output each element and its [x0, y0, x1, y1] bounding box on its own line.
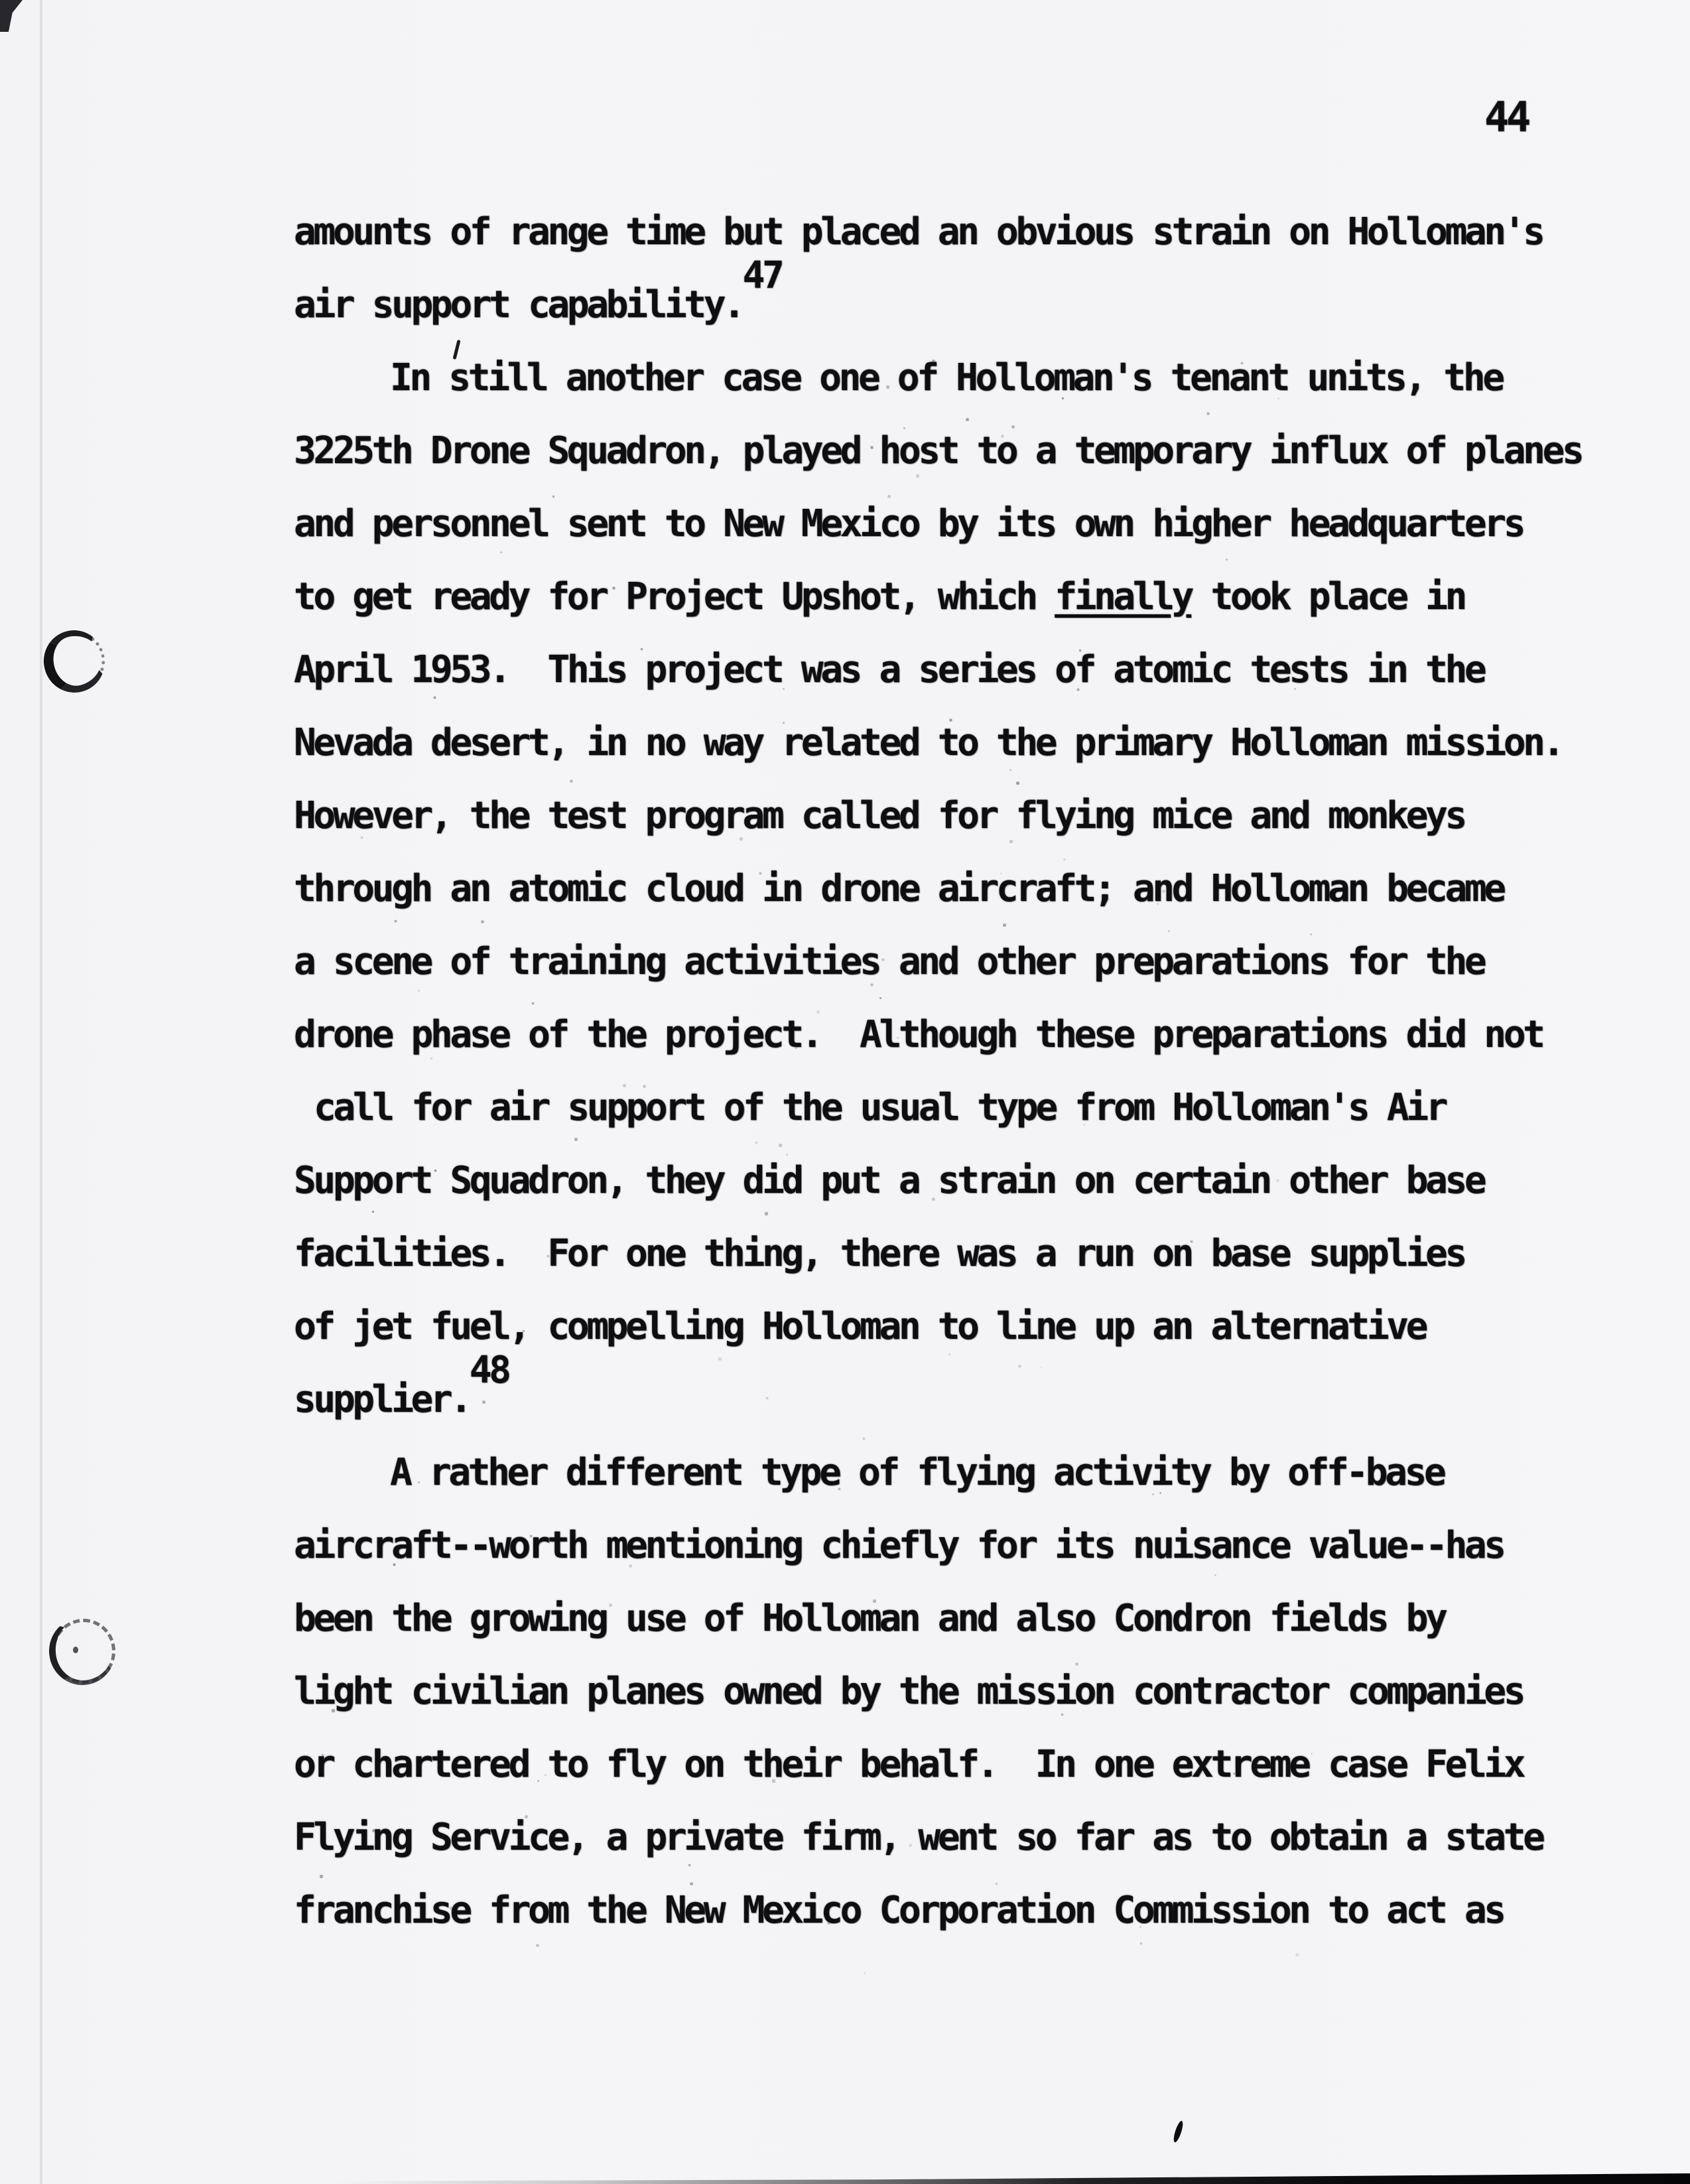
text-segment: and personnel sent to New Mexico by its own higher headquarters [294, 502, 1524, 545]
text-segment: aircraft--worth mentioning chiefly for its nuisance value--has [294, 1524, 1504, 1567]
text-segment: amounts of range time but placed an obvious strain on Holloman's [294, 210, 1543, 253]
text-line [294, 1306, 1425, 1348]
text-line [294, 1671, 1523, 1713]
text-segment: took place in [1191, 575, 1464, 618]
text-line [294, 1349, 509, 1421]
text-line [294, 1598, 1445, 1640]
bottom-scan-edge [332, 2173, 1690, 2184]
text-line [294, 722, 1562, 764]
text-line [390, 1452, 1443, 1494]
toner-noise-speckles [0, 0, 1, 1]
text-line [314, 1087, 1445, 1129]
text-line [294, 1816, 1543, 1859]
text-line [294, 254, 782, 326]
footnote-marker: 48 [469, 1349, 509, 1392]
text-segment: In still another case one of Holloman's tenant units, the [390, 356, 1502, 399]
hole-punch-mark-lower-arc [44, 1613, 119, 1690]
text-line [294, 503, 1523, 545]
text-line [294, 1014, 1543, 1056]
text-line [294, 941, 1484, 983]
text-line [294, 1889, 1504, 1932]
text-segment: finally [1055, 575, 1192, 618]
text-segment: Support Squadron, they did put a strain on certain other base [294, 1159, 1484, 1202]
text-segment: drone phase of the project. Although these preparations did not [294, 1013, 1543, 1056]
text-line [294, 1233, 1464, 1275]
text-segment: A rather different type of flying activity by off-base [390, 1451, 1444, 1494]
text-segment: through an atomic cloud in drone aircraft; and Holloman became [294, 867, 1504, 910]
stray-ink-mark-bottom [1172, 2120, 1185, 2143]
text-segment: 3225th Drone Squadron, played host to a temporary influx of planes [294, 429, 1582, 472]
text-segment: or chartered to fly on their behalf. In one extreme case Felix [294, 1743, 1524, 1786]
text-line [294, 868, 1504, 910]
text-segment: been the growing use of Holloman and also Condron fields by [294, 1597, 1445, 1640]
text-line [294, 430, 1581, 472]
text-segment: of jet fuel, compelling Holloman to line up an alternative [294, 1305, 1426, 1348]
text-line [294, 1743, 1523, 1786]
text-segment: April 1953. This project was a series of atomic tests in the [294, 648, 1484, 691]
hole-punch-mark-lower-dot [73, 1647, 78, 1653]
text-line [294, 576, 1464, 618]
text-line [390, 357, 1502, 399]
scanner-seam-line [40, 0, 42, 2184]
text-segment: air support capability. [294, 283, 743, 326]
text-line [294, 1525, 1504, 1567]
page-number: 44 [1484, 93, 1528, 141]
corner-scan-artifact [0, 0, 23, 32]
footnote-marker: 47 [742, 254, 782, 297]
text-line [294, 211, 1543, 253]
text-segment: Flying Service, a private firm, went so far as to obtain a state [294, 1816, 1543, 1859]
hole-punch-mark-upper [37, 624, 111, 699]
text-segment: franchise from the New Mexico Corporation Commission to act as [294, 1889, 1504, 1932]
text-segment: However, the test program called for flying mice and monkeys [294, 794, 1464, 837]
text-segment: Nevada desert, in no way related to the primary Holloman mission. [294, 721, 1562, 764]
text-segment: to get ready for Project Upshot, which [294, 575, 1055, 618]
text-segment: facilities. For one thing, there was a run on base supplies [294, 1232, 1464, 1275]
text-segment: a scene of training activities and other preparations for the [294, 940, 1484, 983]
text-segment: light civilian planes owned by the mission contractor companies [294, 1670, 1524, 1713]
text-line [294, 795, 1464, 837]
text-segment: call for air support of the usual type from Holloman's Air [314, 1086, 1446, 1129]
text-line [294, 1160, 1484, 1202]
text-line [294, 649, 1484, 691]
text-segment: supplier. [294, 1378, 470, 1421]
